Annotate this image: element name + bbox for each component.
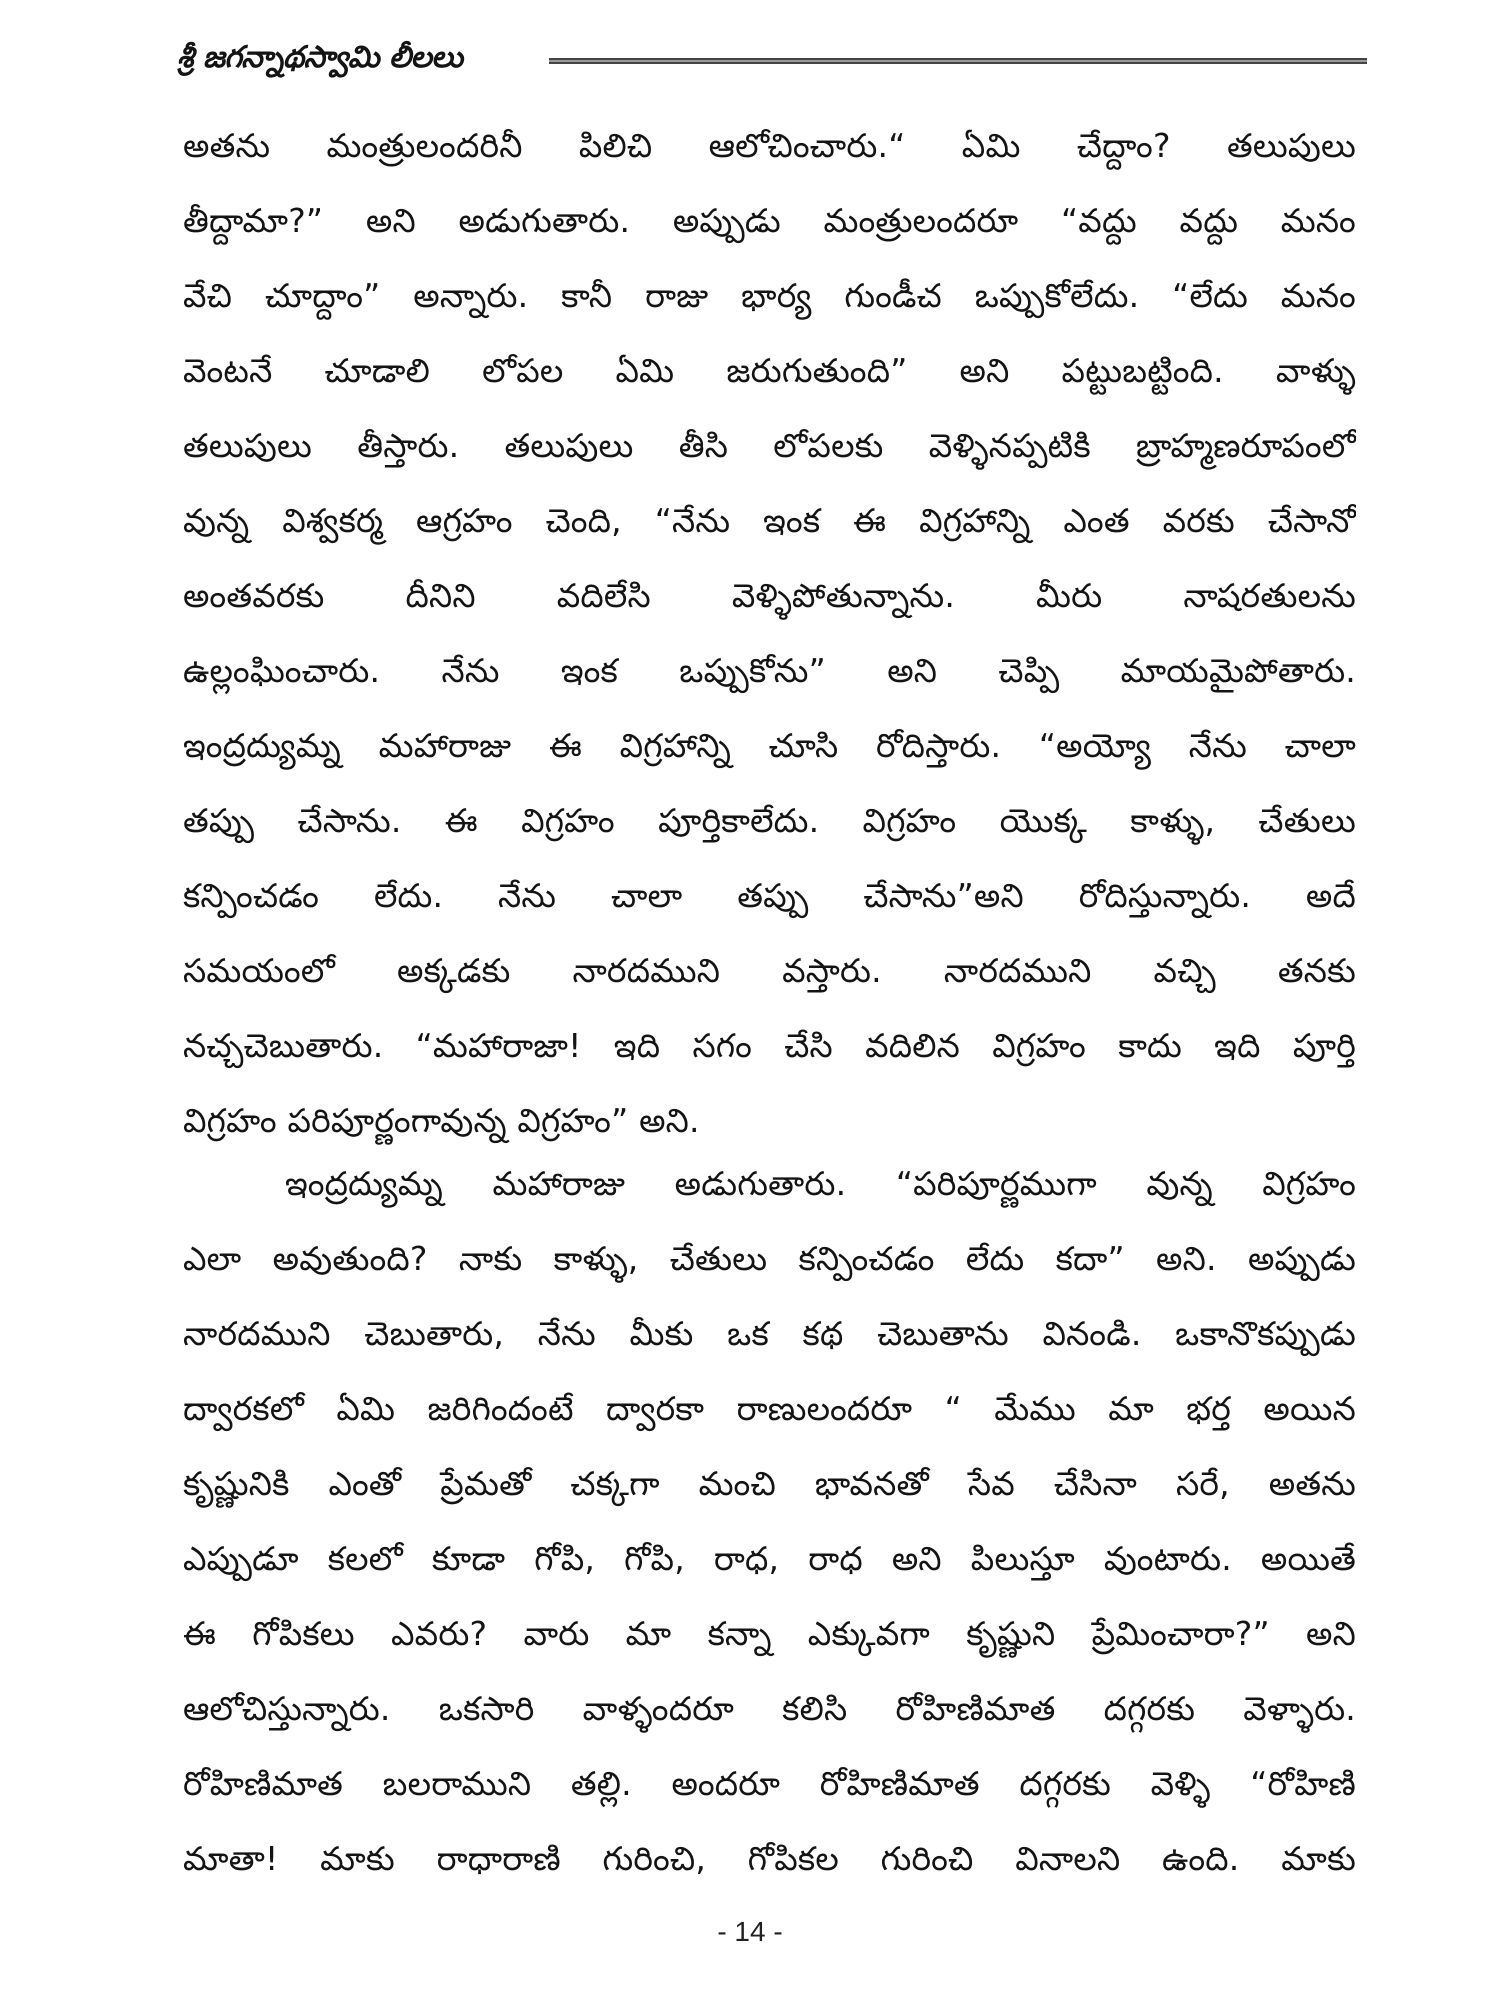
text-line: సమయంలో అక్కడకు నారదముని వస్తారు. నారదముని వచ్చి తనకు bbox=[183, 951, 1356, 990]
text-line: ఉల్లంఘించారు. నేను ఇంక ఒప్పుకోను” అని చెప్పి మాయమైపోతారు. bbox=[183, 651, 1356, 690]
text-line: నారదముని చెబుతారు, నేను మీకు ఒక కథ చెబుతాను వినండి. ఒకానొకప్పుడు bbox=[183, 1314, 1356, 1353]
text-line: రోహిణిమాత బలరాముని తల్లి. అందరూ రోహిణిమాత దగ్గరకు వెళ్ళి “రోహిణి bbox=[183, 1764, 1356, 1803]
text-line: వున్న విశ్వకర్మ ఆగ్రహం చెంది, “నేను ఇంక ఈ విగ్రహాన్ని ఎంత వరకు చేసానో bbox=[183, 501, 1356, 540]
text-line: ఇంద్రద్యుమ్న మహారాజు ఈ విగ్రహాన్ని చూసి రోదిస్తారు. “అయ్యో నేను చాలా bbox=[183, 726, 1356, 765]
text-line: నచ్చచెబుతారు. “మహారాజా! ఇది సగం చేసి వదిలిన విగ్రహం కాదు ఇది పూర్తి bbox=[183, 1026, 1356, 1065]
text-line: మాతా! మాకు రాధారాణి గురించి, గోపికల గురించి వినాలని ఉంది. మాకు bbox=[183, 1839, 1356, 1878]
page-number: - 14 - bbox=[717, 1916, 783, 1947]
text-line: కన్పించడం లేదు. నేను చాలా తప్పు చేసాను”అని రోదిస్తున్నారు. అదే bbox=[183, 876, 1356, 915]
text-line: అతను మంత్రులందరినీ పిలిచి ఆలోచించారు.“ ఏమి చేద్దాం? తలుపులు bbox=[183, 126, 1356, 165]
running-header bbox=[177, 32, 1367, 82]
text-line: అంతవరకు దీనిని వదిలేసి వెళ్ళిపోతున్నాను. మీరు నాషరతులను bbox=[183, 576, 1356, 615]
paragraph-2 bbox=[183, 1146, 1356, 1896]
text-line: విగ్రహం పరిపూర్ణంగావున్న విగ్రహం” అని. bbox=[183, 1101, 700, 1140]
text-line: ఈ గోపికలు ఎవరు? వారు మా కన్నా ఎక్కువగా కృష్ణుని ప్రేమించారా?” అని bbox=[183, 1614, 1356, 1653]
text-line: తీద్దామా?” అని అడుగుతారు. అప్పుడు మంత్రులందరూ “వద్దు వద్దు మనం bbox=[183, 201, 1356, 240]
text-line: కృష్ణునికి ఎంతో ప్రేమతో చక్కగా మంచి భావనతో సేవ చేసినా సరే, అతను bbox=[183, 1464, 1356, 1503]
paragraph-1 bbox=[183, 108, 1356, 1158]
book-title: శ్రీ జగన్నాథస్వామి లీలలు bbox=[177, 40, 463, 75]
text-line: ఎలా అవుతుంది? నాకు కాళ్ళు, చేతులు కన్పించడం లేదు కదా” అని. అప్పుడు bbox=[183, 1239, 1356, 1278]
text-line: ఇంద్రద్యుమ్న మహారాజు అడుగుతారు. “పరిపూర్ణముగా వున్న విగ్రహం bbox=[285, 1164, 1356, 1203]
header-rule bbox=[549, 58, 1367, 64]
text-line: ద్వారకలో ఏమి జరిగిందంటే ద్వారకా రాణులందరూ “ మేము మా భర్త అయిన bbox=[183, 1389, 1356, 1428]
text-line: తప్పు చేసాను. ఈ విగ్రహం పూర్తికాలేదు. విగ్రహం యొక్క కాళ్ళు, చేతులు bbox=[183, 801, 1356, 840]
text-line: ఎప్పుడూ కలలో కూడా గోపి, గోపి, రాధ, రాధ అని పిలుస్తూ వుంటారు. అయితే bbox=[183, 1539, 1356, 1578]
text-line: ఆలోచిస్తున్నారు. ఒకసారి వాళ్ళందరూ కలిసి రోహిణిమాత దగ్గరకు వెళ్ళారు. bbox=[183, 1689, 1356, 1728]
text-line: తలుపులు తీస్తారు. తలుపులు తీసి లోపలకు వెళ్ళినప్పటికి బ్రాహ్మణరూపంలో bbox=[183, 426, 1356, 465]
text-line: వెంటనే చూడాలి లోపల ఏమి జరుగుతుంది” అని పట్టుబట్టింది. వాళ్ళు bbox=[183, 351, 1356, 390]
text-line: వేచి చూద్దాం” అన్నారు. కానీ రాజు భార్య గుండీచ ఒప్పుకోలేదు. “లేదు మనం bbox=[183, 276, 1356, 315]
